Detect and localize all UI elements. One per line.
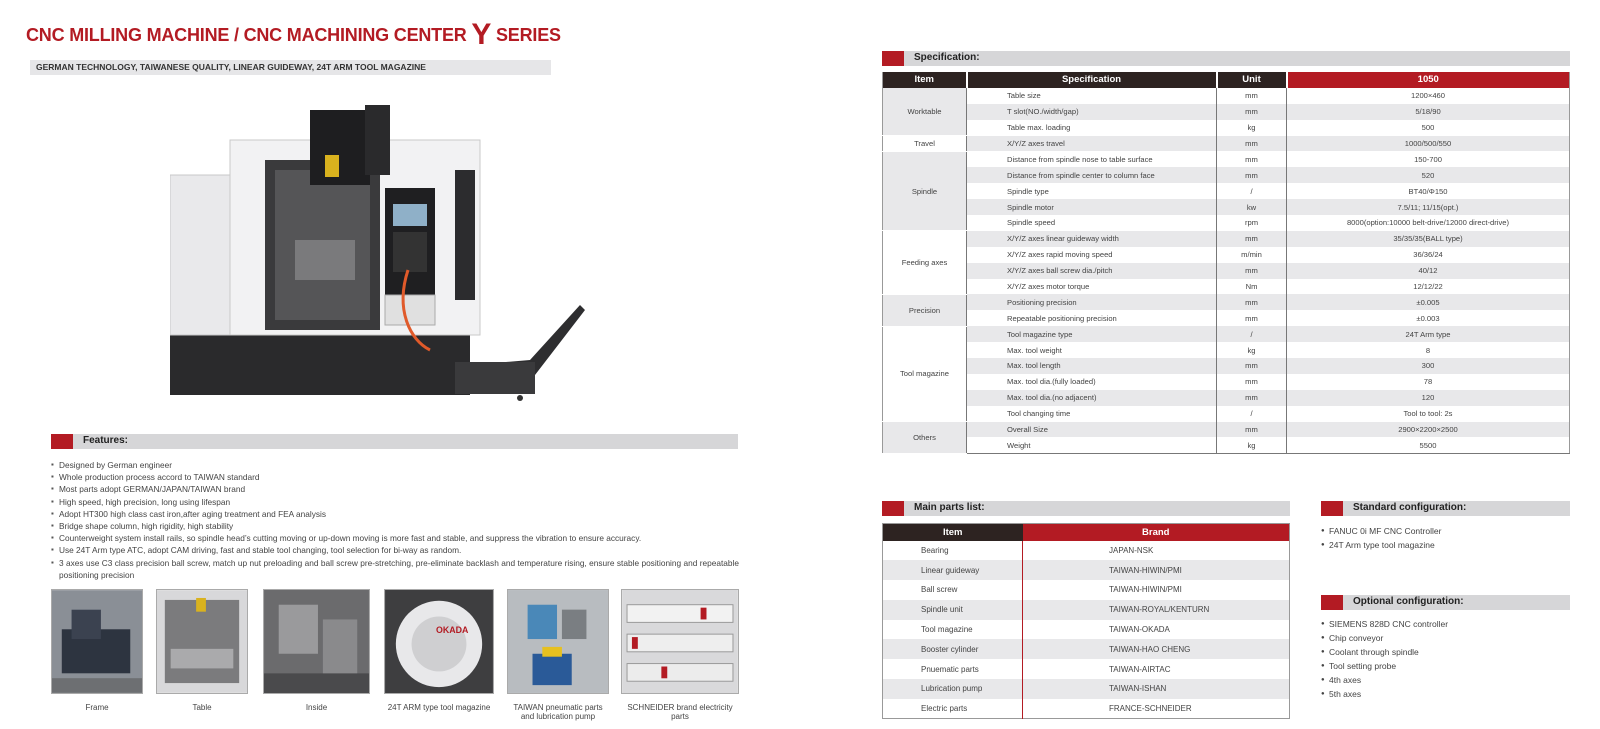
part-brand: TAIWAN-HIWIN/PMI <box>1023 580 1290 600</box>
main-parts-table <box>882 523 1290 719</box>
spec-value: 500 <box>1287 120 1570 136</box>
spec-value: ±0.003 <box>1287 310 1570 326</box>
spec-name: Positioning precision <box>967 294 1217 310</box>
spec-unit: mm <box>1217 88 1287 104</box>
thumbnail-caption: Frame <box>85 703 109 712</box>
table-row <box>883 580 1290 600</box>
spec-value: 300 <box>1287 358 1570 374</box>
optional-config-header <box>1321 595 1570 610</box>
thumbnail-caption: Inside <box>305 703 328 712</box>
machine-illustration <box>170 100 600 410</box>
thumbnail-gallery <box>51 589 741 719</box>
optional-config-marker <box>1321 595 1343 610</box>
spec-value: ±0.005 <box>1287 294 1570 310</box>
part-item: Lubrication pump <box>883 679 1023 699</box>
table-row <box>883 342 1570 358</box>
table-row <box>883 247 1570 263</box>
spec-col-model: 1050 <box>1287 72 1570 88</box>
group-travel: Travel <box>883 136 967 152</box>
spec-name: X/Y/Z axes rapid moving speed <box>967 247 1217 263</box>
spec-unit: kw <box>1217 199 1287 215</box>
part-brand: TAIWAN-ROYAL/KENTURN <box>1023 600 1290 620</box>
spec-value: 5500 <box>1287 437 1570 453</box>
spec-unit: mm <box>1217 136 1287 152</box>
main-parts-header <box>882 501 1290 516</box>
table-row <box>883 374 1570 390</box>
thumbnail-electric <box>621 589 739 721</box>
spec-unit: mm <box>1217 390 1287 406</box>
spec-unit: mm <box>1217 104 1287 120</box>
spec-name: X/Y/Z axes motor torque <box>967 279 1217 295</box>
table-row <box>883 620 1290 640</box>
part-item: Booster cylinder <box>883 639 1023 659</box>
table-row <box>883 167 1570 183</box>
thumbnail-frame <box>51 589 143 712</box>
spec-value: 7.5/11; 11/15(opt.) <box>1287 199 1570 215</box>
table-row <box>883 639 1290 659</box>
part-item: Bearing <box>921 545 949 555</box>
parts-col-brand: Brand <box>1023 524 1290 541</box>
table-row <box>883 600 1290 620</box>
table-row <box>883 231 1570 247</box>
spec-name: Overall Size <box>967 422 1217 438</box>
table-row <box>883 215 1570 231</box>
spec-name: X/Y/Z axes linear guideway width <box>967 231 1217 247</box>
spec-name: Max. tool dia.(no adjacent) <box>967 390 1217 406</box>
main-parts-title: Main parts list: <box>914 502 985 513</box>
table-row <box>883 326 1570 342</box>
part-item: Linear guideway <box>883 560 1023 580</box>
spec-name: Tool magazine type <box>967 326 1217 342</box>
part-brand: JAPAN-NSK <box>1023 541 1290 561</box>
spec-value: 5/18/90 <box>1287 104 1570 120</box>
group-precision: Precision <box>883 294 967 326</box>
spec-name: Tool changing time <box>967 406 1217 422</box>
spec-value: 35/35/35(BALL type) <box>1287 231 1570 247</box>
thumbnail-inside <box>263 589 370 712</box>
table-row <box>883 437 1570 453</box>
spec-unit: mm <box>1217 231 1287 247</box>
table-row <box>883 679 1290 699</box>
spec-col-item: Item <box>883 72 967 88</box>
table-row <box>883 406 1570 422</box>
list-item: ● Tool setting probe <box>1321 659 1448 673</box>
part-brand: TAIWAN-OKADA <box>1023 620 1290 640</box>
parts-header-row <box>883 524 1290 541</box>
feature-item: ▪ Bridge shape column, high rigidity, high stability <box>51 520 739 532</box>
list-item: ● 4th axes <box>1321 673 1448 687</box>
feature-item: ▪ Adopt HT300 high class cast iron,after aging treatment and FEA analysis <box>51 508 739 520</box>
spec-value: Tool to tool: 2s <box>1287 406 1570 422</box>
spec-value: 24T Arm type <box>1287 326 1570 342</box>
title-part2: SERIES <box>491 25 561 45</box>
table-row <box>883 279 1570 295</box>
part-item: Ball screw <box>921 585 958 595</box>
spec-name: Spindle speed <box>967 215 1217 231</box>
spec-name: Spindle motor <box>967 199 1217 215</box>
parts-col-item: Item <box>883 524 1023 541</box>
optional-config-title: Optional configuration: <box>1353 596 1464 607</box>
feature-item: ▪ Counterweight system install rails, so spindle head’s cutting moving or up-down moving is more fast and stable, and suppress the vibration to ensure accuracy. <box>51 532 739 544</box>
tool-magazine-photo <box>384 589 494 694</box>
spec-value: 78 <box>1287 374 1570 390</box>
feature-item: ▪ 3 axes use C3 class precision ball screw, match up nut preloading and ball screw pre-stretching, pre-eliminate backlash and temperature rising, ensure stable positioning and repeatable positioning precision <box>51 557 739 581</box>
spec-name: Repeatable positioning precision <box>967 310 1217 326</box>
specification-title: Specification: <box>914 52 980 63</box>
thumbnail-caption: Table <box>192 703 212 712</box>
part-brand: FRANCE-SCHNEIDER <box>1023 699 1290 719</box>
spec-name: Distance from spindle nose to table surface <box>967 151 1217 167</box>
title-series-letter: Y <box>471 18 492 51</box>
thumbnail-caption: SCHNEIDER brand electricity parts <box>627 703 733 721</box>
thumbnail-caption: TAIWAN pneumatic parts and lubrication pump <box>513 703 603 721</box>
specification-table <box>882 72 1570 454</box>
spec-unit: / <box>1217 406 1287 422</box>
list-item: ● 24T Arm type tool magazine <box>1321 538 1441 552</box>
part-item: Electric parts <box>921 704 968 714</box>
part-brand: TAIWAN-AIRTAC <box>1023 659 1290 679</box>
table-row <box>883 120 1570 136</box>
spec-unit: / <box>1217 326 1287 342</box>
list-item: ● SIEMENS 828D CNC controller <box>1321 617 1448 631</box>
part-brand: TAIWAN-HAO CHENG <box>1023 639 1290 659</box>
list-item: ● 5th axes <box>1321 687 1448 701</box>
spec-col-unit: Unit <box>1217 72 1287 88</box>
feature-item: ▪ Most parts adopt GERMAN/JAPAN/TAIWAN brand <box>51 483 739 495</box>
spec-name: X/Y/Z axes ball screw dia./pitch <box>967 263 1217 279</box>
spec-name: Weight <box>967 437 1217 453</box>
optional-config-list <box>1321 617 1448 701</box>
thumbnail-table <box>156 589 248 712</box>
spec-value: 2900×2200×2500 <box>1287 422 1570 438</box>
spec-name: Spindle type <box>967 183 1217 199</box>
specification-marker <box>882 51 904 66</box>
table-row <box>883 136 1570 152</box>
features-list <box>51 459 739 581</box>
table-row <box>883 151 1570 167</box>
spec-value: 8 <box>1287 342 1570 358</box>
title-part1: CNC MILLING MACHINE / CNC MACHINING CENTER <box>26 25 472 45</box>
frame-photo <box>51 589 143 694</box>
spec-name: Max. tool dia.(fully loaded) <box>967 374 1217 390</box>
thumbnail-caption: 24T ARM type tool magazine <box>387 703 491 712</box>
table-row <box>883 358 1570 374</box>
spec-unit: kg <box>1217 342 1287 358</box>
specification-header <box>882 51 1570 66</box>
part-item: Pnuematic parts <box>921 664 979 674</box>
table-row <box>883 294 1570 310</box>
spec-header-row <box>883 72 1570 88</box>
electric-photo <box>621 589 739 694</box>
spec-unit: kg <box>1217 437 1287 453</box>
table-row <box>883 699 1290 719</box>
part-item: Spindle unit <box>883 600 1023 620</box>
spec-col-specification: Specification <box>967 72 1217 88</box>
spec-name: Table max. loading <box>967 120 1217 136</box>
spec-unit: mm <box>1217 310 1287 326</box>
table-row <box>883 310 1570 326</box>
spec-name: X/Y/Z axes travel <box>967 136 1217 152</box>
standard-config-title: Standard configuration: <box>1353 502 1467 513</box>
spec-value: 36/36/24 <box>1287 247 1570 263</box>
group-tool-magazine: Tool magazine <box>883 326 967 421</box>
part-item: Tool magazine <box>921 625 973 635</box>
part-brand: TAIWAN-ISHAN <box>1023 679 1290 699</box>
table-row <box>883 390 1570 406</box>
spec-value: 12/12/22 <box>1287 279 1570 295</box>
table-row <box>883 183 1570 199</box>
table-photo <box>156 589 248 694</box>
spec-unit: mm <box>1217 263 1287 279</box>
group-feeding-axes: Feeding axes <box>883 231 967 295</box>
spec-value: 1000/500/550 <box>1287 136 1570 152</box>
table-row <box>883 104 1570 120</box>
inside-photo <box>263 589 370 694</box>
table-row <box>883 659 1290 679</box>
spec-value: 40/12 <box>1287 263 1570 279</box>
spec-unit: mm <box>1217 374 1287 390</box>
group-worktable: Worktable <box>883 88 967 136</box>
table-row <box>883 560 1290 580</box>
standard-config-list <box>1321 524 1441 552</box>
thumbnail-tool-magazine <box>384 589 494 712</box>
list-item: ● Coolant through spindle <box>1321 645 1448 659</box>
spec-value: 8000(option:10000 belt-drive/12000 direct-drive) <box>1287 215 1570 231</box>
spec-name: Table size <box>967 88 1217 104</box>
spec-value: 120 <box>1287 390 1570 406</box>
group-others: Others <box>883 422 967 454</box>
list-item: ● FANUC 0i MF CNC Controller <box>1321 524 1441 538</box>
part-brand: TAIWAN-HIWIN/PMI <box>1023 560 1290 580</box>
features-marker <box>51 434 73 449</box>
okada-logo-text: OKADA <box>436 625 469 636</box>
table-row <box>883 88 1570 104</box>
spec-value: 520 <box>1287 167 1570 183</box>
spec-unit: / <box>1217 183 1287 199</box>
spec-name: T slot(NO./width/gap) <box>967 104 1217 120</box>
spec-value: BT40/Φ150 <box>1287 183 1570 199</box>
thumbnail-pneumatic <box>507 589 609 721</box>
spec-name: Distance from spindle center to column face <box>967 167 1217 183</box>
features-title: Features: <box>83 435 129 446</box>
group-spindle: Spindle <box>883 151 967 230</box>
standard-config-header <box>1321 501 1570 516</box>
main-parts-marker <box>882 501 904 516</box>
spec-unit: mm <box>1217 151 1287 167</box>
spec-unit: mm <box>1217 294 1287 310</box>
feature-item: ▪ Designed by German engineer <box>51 459 739 471</box>
list-item: ● Chip conveyor <box>1321 631 1448 645</box>
feature-item: ▪ Use 24T Arm type ATC, adopt CAM driving, fast and stable tool changing, tool selection for bi-way as random. <box>51 544 739 556</box>
features-header <box>51 434 738 449</box>
page-title <box>26 18 561 52</box>
pneumatic-photo <box>507 589 609 694</box>
table-row <box>883 199 1570 215</box>
feature-item: ▪ Whole production process accord to TAIWAN standard <box>51 471 739 483</box>
table-row <box>883 541 1290 561</box>
standard-config-marker <box>1321 501 1343 516</box>
spec-name: Max. tool length <box>967 358 1217 374</box>
spec-value: 150-700 <box>1287 151 1570 167</box>
table-row <box>883 263 1570 279</box>
spec-unit: mm <box>1217 422 1287 438</box>
spec-unit: rpm <box>1217 215 1287 231</box>
spec-unit: mm <box>1217 167 1287 183</box>
spec-unit: mm <box>1217 358 1287 374</box>
feature-item: ▪ High speed, high precision, long using lifespan <box>51 496 739 508</box>
spec-unit: m/min <box>1217 247 1287 263</box>
subtitle-bar: GERMAN TECHNOLOGY, TAIWANESE QUALITY, LINEAR GUIDEWAY, 24T ARM TOOL MAGAZINE <box>30 60 551 75</box>
table-row <box>883 422 1570 438</box>
spec-value: 1200×460 <box>1287 88 1570 104</box>
spec-name: Max. tool weight <box>967 342 1217 358</box>
spec-unit: Nm <box>1217 279 1287 295</box>
spec-unit: kg <box>1217 120 1287 136</box>
